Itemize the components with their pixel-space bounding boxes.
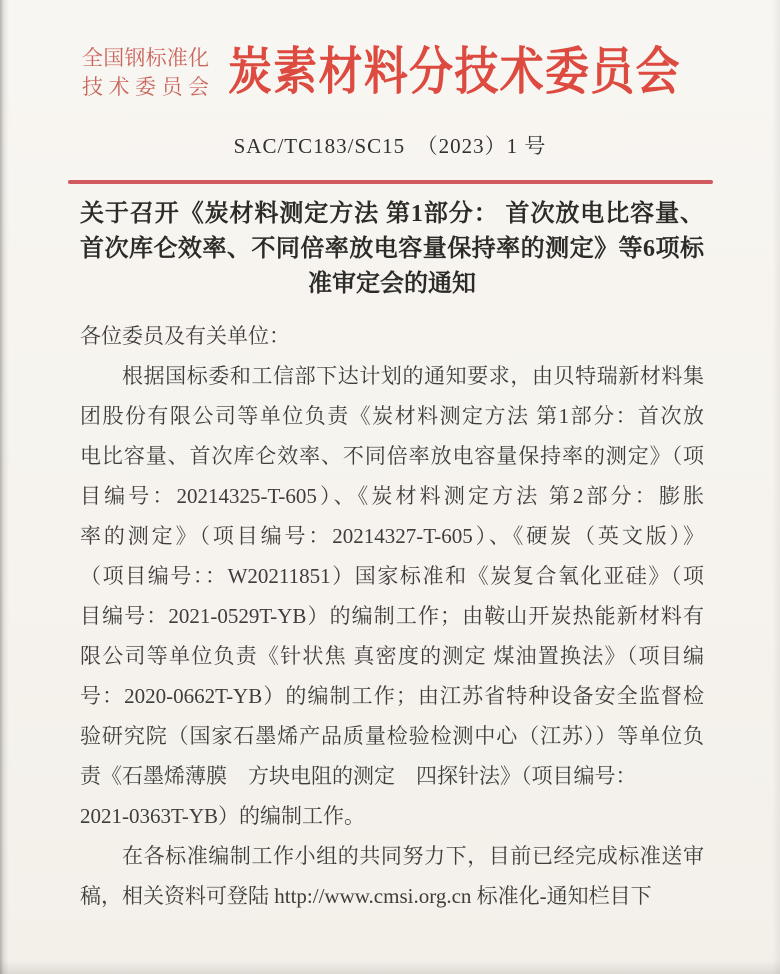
text-line: 在各标准编制工作小组的共同努力下，目前已经完成标准送审: [122, 844, 704, 868]
text-line: 准审定会的通知: [308, 271, 476, 297]
text-line: （项目编号：：W20211851）国家标准和《炭复合氧化亚硅》（项: [80, 564, 704, 588]
text-line: 电比容量、首次库仑效率、不同倍率放电容量保持率的测定》（项: [80, 444, 704, 468]
org-name-line-2: 技术委员会: [82, 75, 209, 99]
doc-number: SAC/TC183/SC15 （2023）1 号: [233, 134, 547, 158]
red-rule-divider: [68, 180, 713, 184]
text-line: 2021-0363T-YB）的编制工作。: [80, 804, 366, 828]
text-line: 目编号：2021-0529T-YB）的编制工作；由鞍山开炭热能新材料有: [80, 604, 704, 628]
text-line: 首次库仑效率、不同倍率放电容量保持率的测定》等6项标: [80, 236, 704, 262]
text-line: 责《石墨烯薄膜 方块电阻的测定 四探针法》（项目编号：: [80, 764, 637, 788]
text-line: 稿，相关资料可登陆 http://www.cmsi.org.cn 标准化-通知栏目下: [80, 884, 652, 908]
text-line: 号：2020-0662T-YB）的编制工作；由江苏省特种设备安全监督检: [80, 684, 704, 708]
org-name-line-1: 全国钢标准化: [82, 46, 209, 70]
document-title: [80, 197, 704, 302]
document-body: [80, 316, 704, 916]
text-line: 目编号：20214325-T-605）、《炭材料测定方法 第2部分：膨胀: [80, 484, 704, 508]
text-line: 根据国标委和工信部下达计划的通知要求，由贝特瑞新材料集: [122, 364, 704, 388]
text-line: 关于召开《炭材料测定方法 第1部分： 首次放电比容量、: [80, 201, 704, 227]
body-paragraph-lines: [80, 356, 704, 916]
text-line: 验研究院（国家石墨烯产品质量检验检测中心（江苏））等单位负: [80, 724, 704, 748]
text-line: 团股份有限公司等单位负责《炭材料测定方法 第1部分：首次放: [80, 404, 704, 428]
text-line: 限公司等单位负责《针状焦 真密度的测定 煤油置换法》（项目编: [80, 644, 704, 668]
org-name: [82, 44, 209, 102]
committee-name: 炭素材料分技术委员会: [228, 45, 680, 101]
salutation: 各位委员及有关单位：: [80, 324, 290, 348]
text-line: 率的测定》（项目编号：20214327-T-605）、《硬炭（英文版）》: [80, 524, 704, 548]
letterhead: [82, 44, 780, 102]
